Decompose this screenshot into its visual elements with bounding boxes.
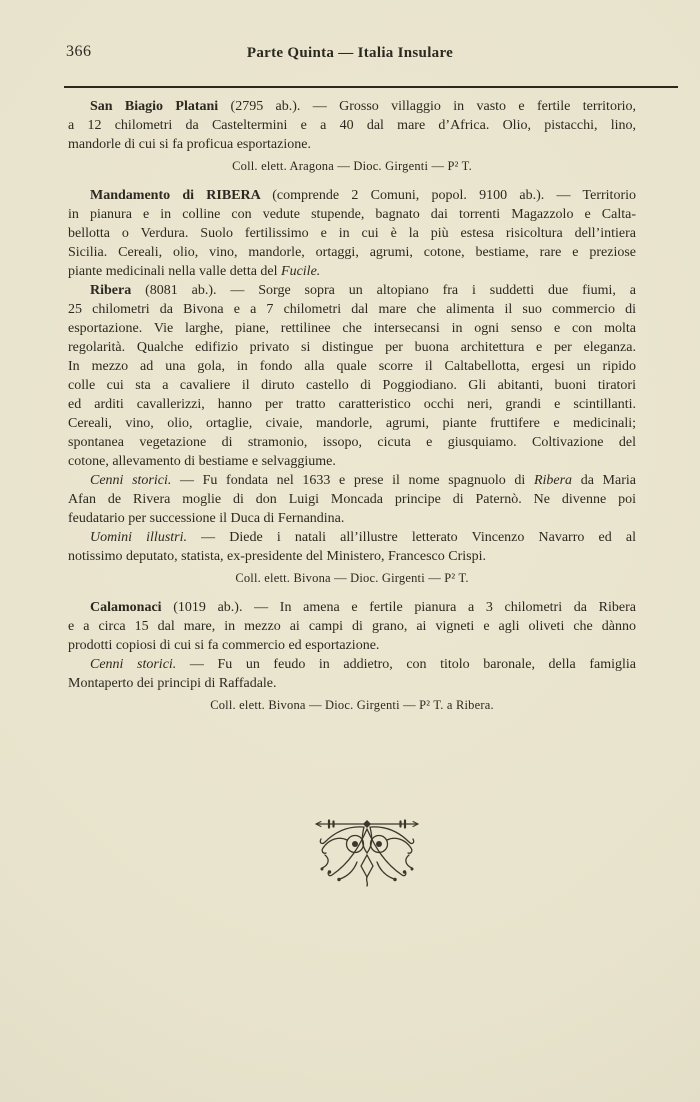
entry-san-biagio-platani [68, 97, 636, 154]
text-line [68, 300, 636, 319]
header-rule [64, 86, 678, 88]
bold-text: San Biagio Platani [90, 99, 231, 114]
text-segment: mandorle di cui si fa proficua esportazione. [68, 137, 311, 152]
text-line [68, 357, 636, 376]
text-line [68, 243, 636, 262]
ornament-container [68, 815, 636, 894]
italic-text: Uomini illustri. [90, 530, 187, 545]
italic-text: Cenni storici. [90, 657, 177, 672]
text-segment: e a circa 15 dal mare, in mezzo ai campi di grano, ai vigneti e agli oliveti che dànno [68, 619, 636, 634]
coll-elett-bivona: Coll. elett. Bivona — Dioc. Girgenti — P² T. [235, 571, 469, 585]
italic-text: Fucile. [281, 264, 321, 279]
text-line [68, 414, 636, 433]
text-segment: (2795 ab.). — Grosso villaggio in vasto e fertile territorio, [230, 99, 636, 114]
text-segment: (8081 ab.). — Sorge sopra un altopiano fra i suddetti due fiumi, a [145, 283, 636, 298]
text-line [68, 433, 636, 452]
text-segment: Cereali, vino, olio, ortaglie, civaie, mandorle, agrumi, piante fruttifere e medicinali; [68, 416, 636, 431]
text-line [68, 617, 636, 636]
page-body [68, 97, 636, 894]
text-line [68, 655, 636, 674]
text-line [68, 547, 636, 566]
text-line [68, 116, 636, 135]
page-number: 366 [66, 43, 92, 60]
text-line [68, 452, 636, 471]
italic-text: Ribera [533, 473, 573, 488]
text-line [68, 224, 636, 243]
text-line [68, 376, 636, 395]
text-line [68, 490, 636, 509]
entry-ribera-cenni-storici [68, 471, 636, 528]
text-line [68, 528, 636, 547]
text-segment: in pianura e in colline con vedute stupende, bagnato dai torrenti Magazzolo e Calta- [68, 207, 636, 222]
text-segment: bellotta o Verdura. Suolo fertilissimo e in cui è la più estesa risicoltura dell’intiera [68, 226, 636, 241]
typographic-flourish-icon [312, 815, 422, 889]
text-segment: a 12 chilometri da Casteltermini e a 40 dal mare d’Africa. Olio, pistacchi, lino, [68, 118, 636, 133]
bold-text: Calamonaci [90, 600, 174, 615]
text-line [68, 471, 636, 490]
entry-mandamento-ribera [68, 186, 636, 281]
text-line [68, 186, 636, 205]
bold-text: Mandamento di RIBERA [90, 188, 273, 203]
text-segment: — Diede i natali all’illustre letterato Vincenzo Navarro ed al [187, 530, 636, 545]
entry-calamonaci-cenni-storici [68, 655, 636, 693]
entry-ribera-uomini-illustri [68, 528, 636, 566]
coll-elett-aragona: Coll. elett. Aragona — Dioc. Girgenti — P² T. [232, 159, 472, 173]
text-segment: 25 chilometri da Bivona e a 7 chilometri dal mare che alimenta il suo commercio di [68, 302, 636, 317]
text-line [68, 97, 636, 116]
running-title: Parte Quinta — Italia Insulare [246, 45, 454, 61]
text-segment: Montaperto dei principi di Raffadale. [68, 676, 277, 691]
italic-text: Cenni storici. [90, 473, 172, 488]
text-line [68, 205, 636, 224]
entry-ribera [68, 281, 636, 471]
text-segment: cotone, allevamento di bestiame e selvaggiume. [68, 454, 336, 469]
text-line [68, 598, 636, 617]
text-line [68, 636, 636, 655]
entry-calamonaci [68, 598, 636, 655]
text-segment: Afan de Rivera moglie di don Luigi Moncada principe di Paternò. Ne divenne poi [68, 492, 636, 507]
text-segment: In mezzo ad una gola, in fondo alla quale scorre il Caltabellotta, ergesi un ripido [68, 359, 636, 374]
text-segment: spontanea vegetazione di stramonio, issopo, cicuta e giusquiamo. Coltivazione del [68, 435, 636, 450]
bold-text: Ribera [90, 283, 146, 298]
text-segment: — Fu un feudo in addietro, con titolo baronale, della famiglia [176, 657, 636, 672]
text-segment: (comprende 2 Comuni, popol. 9100 ab.). — Territorio [272, 188, 636, 203]
text-segment: colle cui sta a cavaliere il diruto castello di Poggiodiano. Gli abitanti, buoni tiratori [68, 378, 636, 393]
text-line [68, 395, 636, 414]
text-line [68, 135, 636, 154]
text-segment: ed arditi cavallerizzi, hanno per tratto caratteristico occhi neri, grandi e scintillanti. [68, 397, 636, 412]
text-line [68, 509, 636, 528]
text-segment: piante medicinali nella valle detta del [68, 264, 282, 279]
text-line [68, 674, 636, 693]
text-line [68, 262, 636, 281]
text-line [68, 319, 636, 338]
text-segment: notissimo deputato, statista, ex-presidente del Ministero, Francesco Crispi. [68, 549, 486, 564]
text-segment: — Fu fondata nel 1633 e prese il nome spagnuolo di [171, 473, 534, 488]
text-line [68, 281, 636, 300]
text-segment: (1019 ab.). — In amena e fertile pianura a 3 chilometri da Ribera [173, 600, 636, 615]
text-segment: prodotti copiosi di cui si fa commercio ed esportazione. [68, 638, 380, 653]
text-segment: Sicilia. Cereali, olio, vino, mandorle, ortaggi, agrumi, cotone, bestiame, rare e preziose [68, 245, 636, 260]
text-segment: regolarità. Qualche edifizio privato si distingue per buona architettura e per eleganza. [68, 340, 636, 355]
coll-elett-bivona-ribera: Coll. elett. Bivona — Dioc. Girgenti — P² T. a Ribera. [210, 698, 494, 712]
text-line [68, 338, 636, 357]
text-segment: esportazione. Vie larghe, piane, rettilinee che intersecansi in ogni senso e con molta [68, 321, 636, 336]
text-segment: feudatario per successione il Duca di Fernandina. [68, 511, 345, 526]
text-segment: da Maria [572, 473, 636, 488]
